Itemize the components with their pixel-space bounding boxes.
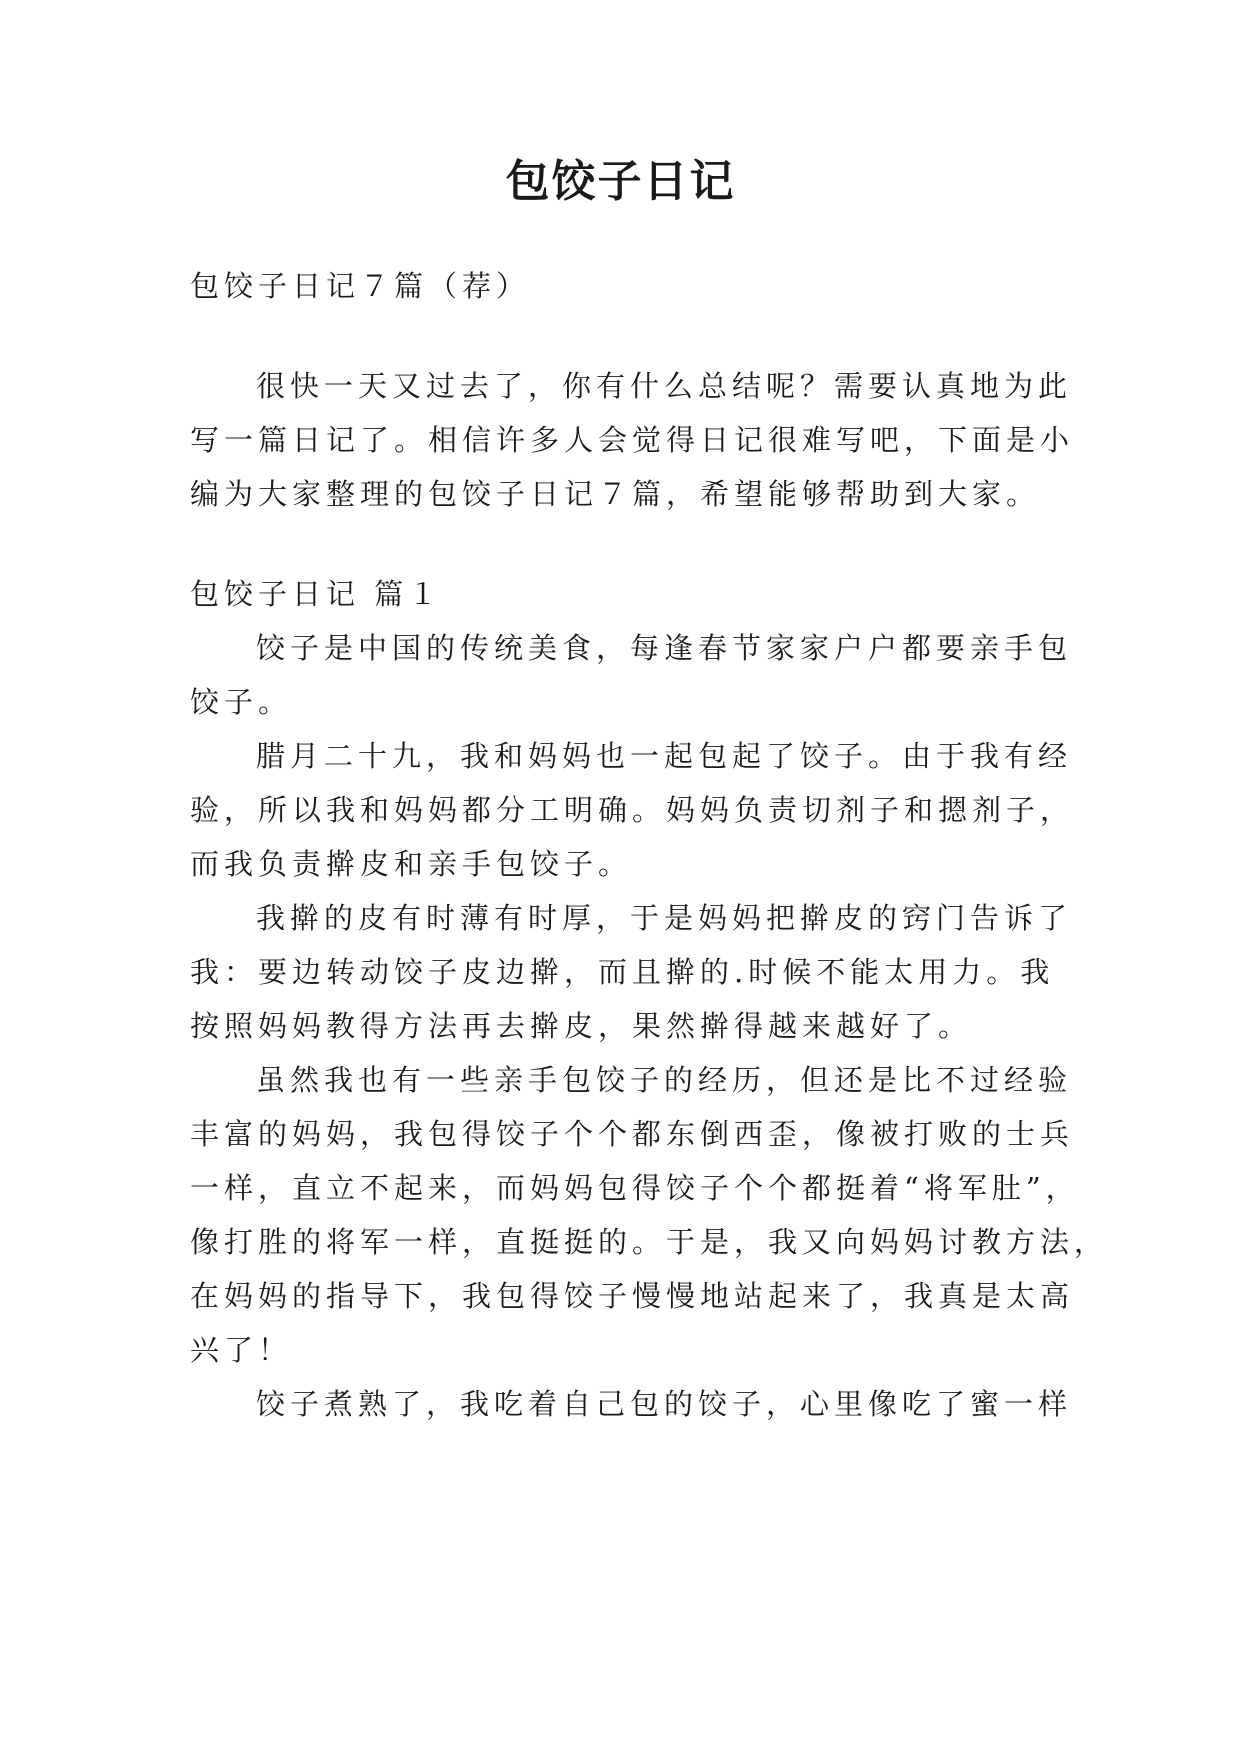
body-line: 兴了！ — [190, 1333, 293, 1367]
body-line: 一样，直立不起来，而妈妈包得饺子个个都挺着“将军肚”， — [190, 1171, 1080, 1205]
body-line: 饺子。 — [190, 685, 293, 719]
body-line: 我擀的皮有时薄有时厚，于是妈妈把擀皮的窍门告诉了 — [256, 901, 1073, 935]
intro-line: 写一篇日记了。相信许多人会觉得日记很难写吧，下面是小 — [190, 423, 1075, 457]
body-line: 按照妈妈教得方法再去擀皮，果然擀得越来越好了。 — [190, 1009, 973, 1043]
intro-line: 很快一天又过去了，你有什么总结呢？需要认真地为此 — [256, 369, 1073, 403]
body-line: 在妈妈的指导下，我包得饺子慢慢地站起来了，我真是太高 — [190, 1279, 1075, 1313]
body-line: 虽然我也有一些亲手包饺子的经历，但还是比不过经验 — [256, 1063, 1073, 1097]
body-line: 而我负责擀皮和亲手包饺子。 — [190, 847, 633, 881]
intro-line: 编为大家整理的包饺子日记７篇，希望能够帮助到大家。 — [190, 477, 1041, 511]
body-line: 饺子煮熟了，我吃着自己包的饺子，心里像吃了蜜一样 — [256, 1387, 1073, 1421]
body-line: 像打胜的将军一样，直挺挺的。于是，我又向妈妈讨教方法， — [190, 1225, 1109, 1259]
body-line: 饺子是中国的传统美食，每逢春节家家户户都要亲手包 — [256, 631, 1073, 665]
body-line: 腊月二十九，我和妈妈也一起包起了饺子。由于我有经 — [256, 739, 1073, 773]
document-title: 包饺子日记 — [505, 156, 736, 207]
body-line: 验，所以我和妈妈都分工明确。妈妈负责切剂子和摁剂子， — [190, 793, 1075, 827]
body-line: 丰富的妈妈，我包得饺子个个都东倒西歪，像被打败的士兵 — [190, 1117, 1075, 1151]
body-line: 我：要边转动饺子皮边擀，而且擀的.时候不能太用力。我 — [190, 955, 1055, 989]
section-heading: 包饺子日记 篇１ — [190, 577, 443, 611]
document-subtitle: 包饺子日记７篇（荐） — [190, 269, 531, 303]
